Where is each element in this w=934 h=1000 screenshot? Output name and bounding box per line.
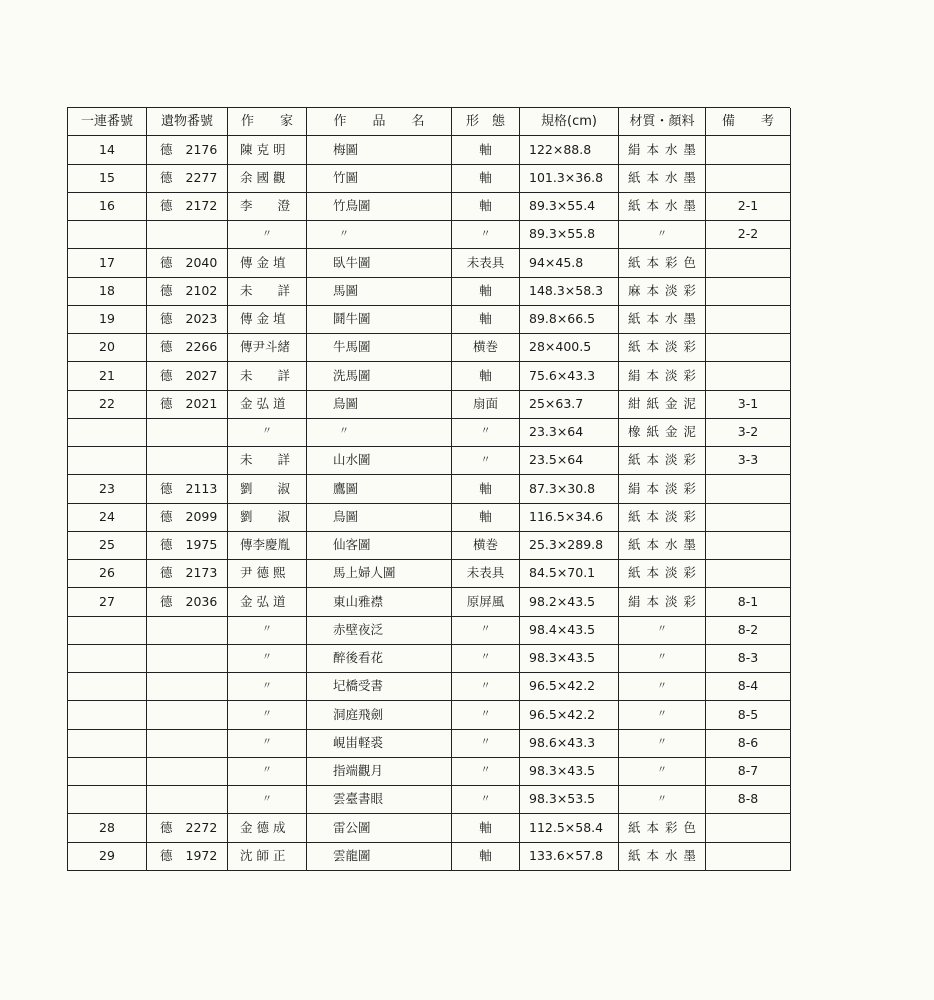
form-cell: 横巻 bbox=[452, 532, 520, 560]
header-artifact-no: 遺物番號 bbox=[147, 108, 228, 136]
artifact-prefix: 德 bbox=[160, 537, 173, 553]
title-cell: 雷公圖 bbox=[307, 814, 452, 842]
artifact-no-cell bbox=[147, 447, 228, 475]
serial-no-cell bbox=[68, 447, 147, 475]
artifact-no-cell bbox=[147, 843, 228, 871]
artist-cell: 金 德 成 bbox=[228, 814, 307, 842]
material-cell: 紙 本 水 墨 bbox=[619, 843, 706, 871]
header-form: 形 態 bbox=[452, 108, 520, 136]
note-cell bbox=[706, 843, 791, 871]
artist-cell: 傳 金 埴 bbox=[228, 249, 307, 277]
artist-cell: 〃 bbox=[228, 645, 307, 673]
note-cell bbox=[706, 362, 791, 390]
form-cell: 〃 bbox=[452, 645, 520, 673]
form-cell: 軸 bbox=[452, 306, 520, 334]
size-cell: 89.8×66.5 bbox=[520, 306, 619, 334]
serial-no-cell bbox=[68, 673, 147, 701]
size-cell: 98.3×43.5 bbox=[520, 758, 619, 786]
artifact-no-cell bbox=[147, 136, 228, 164]
form-cell: 〃 bbox=[452, 786, 520, 814]
artist-cell: 傳尹斗緒 bbox=[228, 334, 307, 362]
header-title: 作 品 名 bbox=[307, 108, 452, 136]
title-cell: 峴峀軽裘 bbox=[307, 730, 452, 758]
artifact-number: 2172 bbox=[185, 198, 218, 214]
header-note: 備 考 bbox=[706, 108, 791, 136]
header-size: 規格(cm) bbox=[520, 108, 619, 136]
material-cell: 〃 bbox=[619, 786, 706, 814]
artifact-no-cell bbox=[147, 560, 228, 588]
artifact-no-cell bbox=[147, 645, 228, 673]
form-cell: 軸 bbox=[452, 278, 520, 306]
artifact-prefix: 德 bbox=[160, 367, 173, 383]
form-cell: 軸 bbox=[452, 504, 520, 532]
title-cell: 梅圖 bbox=[307, 136, 452, 164]
artifact-no-cell bbox=[147, 730, 228, 758]
note-cell bbox=[706, 306, 791, 334]
size-cell: 94×45.8 bbox=[520, 249, 619, 277]
artifact-number: 2113 bbox=[185, 480, 218, 496]
size-cell: 98.3×43.5 bbox=[520, 645, 619, 673]
material-cell: 紙 本 淡 彩 bbox=[619, 560, 706, 588]
artist-cell: 未 詳 bbox=[228, 447, 307, 475]
material-cell: 紙 本 水 墨 bbox=[619, 532, 706, 560]
serial-no-cell: 21 bbox=[68, 362, 147, 390]
artist-cell: 李 澄 bbox=[228, 193, 307, 221]
artifact-no-cell bbox=[147, 504, 228, 532]
serial-no-cell: 25 bbox=[68, 532, 147, 560]
material-cell: 紙 本 水 墨 bbox=[619, 306, 706, 334]
artist-cell: 〃 bbox=[228, 730, 307, 758]
title-cell: 鬪牛圖 bbox=[307, 306, 452, 334]
material-cell: 〃 bbox=[619, 673, 706, 701]
title-cell: 竹鳥圖 bbox=[307, 193, 452, 221]
note-cell bbox=[706, 278, 791, 306]
artifact-number: 1972 bbox=[185, 847, 218, 863]
form-cell: 扇面 bbox=[452, 391, 520, 419]
serial-no-cell bbox=[68, 730, 147, 758]
title-cell: 臥牛圖 bbox=[307, 249, 452, 277]
artifact-prefix: 德 bbox=[160, 480, 173, 496]
artifact-number: 2040 bbox=[185, 254, 218, 270]
title-cell: 指端觀月 bbox=[307, 758, 452, 786]
artist-cell: 〃 bbox=[228, 617, 307, 645]
artist-cell: 〃 bbox=[228, 701, 307, 729]
artifact-no-cell bbox=[147, 588, 228, 616]
size-cell: 101.3×36.8 bbox=[520, 165, 619, 193]
form-cell: 未表具 bbox=[452, 249, 520, 277]
artifact-no-cell bbox=[147, 475, 228, 503]
title-cell: 山水圖 bbox=[307, 447, 452, 475]
artist-cell: 〃 bbox=[228, 673, 307, 701]
artifact-number: 2021 bbox=[185, 395, 218, 411]
artifact-number: 2102 bbox=[185, 282, 218, 298]
artifact-prefix: 德 bbox=[160, 169, 173, 185]
artist-cell: 余 國 觀 bbox=[228, 165, 307, 193]
form-cell: 軸 bbox=[452, 814, 520, 842]
artifact-prefix: 德 bbox=[160, 847, 173, 863]
note-cell bbox=[706, 136, 791, 164]
artifact-prefix: 德 bbox=[160, 282, 173, 298]
material-cell: 絹 本 淡 彩 bbox=[619, 362, 706, 390]
size-cell: 87.3×30.8 bbox=[520, 475, 619, 503]
artifact-prefix: 德 bbox=[160, 141, 173, 157]
note-cell: 8-5 bbox=[706, 701, 791, 729]
form-cell: 軸 bbox=[452, 165, 520, 193]
size-cell: 25.3×289.8 bbox=[520, 532, 619, 560]
title-cell: 〃 bbox=[307, 419, 452, 447]
serial-no-cell: 28 bbox=[68, 814, 147, 842]
artifact-no-cell bbox=[147, 814, 228, 842]
title-cell: 馬上婦人圖 bbox=[307, 560, 452, 588]
serial-no-cell: 29 bbox=[68, 843, 147, 871]
artist-cell: 〃 bbox=[228, 758, 307, 786]
title-cell: 仙客圖 bbox=[307, 532, 452, 560]
material-cell: 絹 本 水 墨 bbox=[619, 136, 706, 164]
size-cell: 133.6×57.8 bbox=[520, 843, 619, 871]
note-cell bbox=[706, 532, 791, 560]
note-cell: 3-2 bbox=[706, 419, 791, 447]
form-cell: 〃 bbox=[452, 673, 520, 701]
serial-no-cell: 14 bbox=[68, 136, 147, 164]
note-cell: 8-2 bbox=[706, 617, 791, 645]
title-cell: 竹圖 bbox=[307, 165, 452, 193]
size-cell: 148.3×58.3 bbox=[520, 278, 619, 306]
artifact-no-cell bbox=[147, 362, 228, 390]
serial-no-cell bbox=[68, 786, 147, 814]
title-cell: 馬圖 bbox=[307, 278, 452, 306]
title-cell: 鳥圖 bbox=[307, 504, 452, 532]
material-cell: 紙 本 淡 彩 bbox=[619, 447, 706, 475]
material-cell: 絹 本 淡 彩 bbox=[619, 475, 706, 503]
material-cell: 紙 本 水 墨 bbox=[619, 193, 706, 221]
artifact-no-cell bbox=[147, 617, 228, 645]
note-cell bbox=[706, 475, 791, 503]
serial-no-cell: 23 bbox=[68, 475, 147, 503]
title-cell: 鷹圖 bbox=[307, 475, 452, 503]
artifact-prefix: 德 bbox=[160, 508, 173, 524]
serial-no-cell: 16 bbox=[68, 193, 147, 221]
artist-cell: 〃 bbox=[228, 419, 307, 447]
material-cell: 紙 本 水 墨 bbox=[619, 165, 706, 193]
artist-cell: 沈 師 正 bbox=[228, 843, 307, 871]
artist-cell: 〃 bbox=[228, 786, 307, 814]
material-cell: 〃 bbox=[619, 701, 706, 729]
size-cell: 122×88.8 bbox=[520, 136, 619, 164]
artifact-prefix: 德 bbox=[160, 311, 173, 327]
note-cell: 2-1 bbox=[706, 193, 791, 221]
artifact-prefix: 德 bbox=[160, 565, 173, 581]
material-cell: 〃 bbox=[619, 730, 706, 758]
note-cell: 8-8 bbox=[706, 786, 791, 814]
title-cell: 鳥圖 bbox=[307, 391, 452, 419]
note-cell bbox=[706, 504, 791, 532]
artifact-number: 2266 bbox=[185, 339, 218, 355]
title-cell: 雲龍圖 bbox=[307, 843, 452, 871]
size-cell: 98.2×43.5 bbox=[520, 588, 619, 616]
artifact-no-cell bbox=[147, 334, 228, 362]
serial-no-cell: 15 bbox=[68, 165, 147, 193]
form-cell: 〃 bbox=[452, 758, 520, 786]
form-cell: 未表具 bbox=[452, 560, 520, 588]
title-cell: 雲臺書眼 bbox=[307, 786, 452, 814]
material-cell: 〃 bbox=[619, 758, 706, 786]
size-cell: 89.3×55.8 bbox=[520, 221, 619, 249]
title-cell: 洗馬圖 bbox=[307, 362, 452, 390]
artist-cell: 傳 金 埴 bbox=[228, 306, 307, 334]
material-cell: 〃 bbox=[619, 221, 706, 249]
serial-no-cell bbox=[68, 701, 147, 729]
size-cell: 89.3×55.4 bbox=[520, 193, 619, 221]
note-cell bbox=[706, 814, 791, 842]
note-cell: 8-1 bbox=[706, 588, 791, 616]
artifact-prefix: 德 bbox=[160, 819, 173, 835]
title-cell: 洞庭飛劍 bbox=[307, 701, 452, 729]
form-cell: 〃 bbox=[452, 447, 520, 475]
artist-cell: 〃 bbox=[228, 221, 307, 249]
artifact-prefix: 德 bbox=[160, 254, 173, 270]
size-cell: 23.3×64 bbox=[520, 419, 619, 447]
note-cell bbox=[706, 249, 791, 277]
serial-no-cell: 19 bbox=[68, 306, 147, 334]
artifact-number: 2176 bbox=[185, 141, 218, 157]
artist-cell: 劉 淑 bbox=[228, 504, 307, 532]
artist-cell: 劉 淑 bbox=[228, 475, 307, 503]
serial-no-cell: 24 bbox=[68, 504, 147, 532]
title-cell: 赤壁夜泛 bbox=[307, 617, 452, 645]
form-cell: 軸 bbox=[452, 362, 520, 390]
form-cell: 〃 bbox=[452, 617, 520, 645]
title-cell: 東山雅襟 bbox=[307, 588, 452, 616]
artist-cell: 尹 德 熙 bbox=[228, 560, 307, 588]
artifact-number: 2272 bbox=[185, 819, 218, 835]
form-cell: 〃 bbox=[452, 419, 520, 447]
catalog-table bbox=[67, 107, 790, 871]
size-cell: 96.5×42.2 bbox=[520, 701, 619, 729]
size-cell: 98.4×43.5 bbox=[520, 617, 619, 645]
serial-no-cell: 26 bbox=[68, 560, 147, 588]
material-cell: 〃 bbox=[619, 645, 706, 673]
serial-no-cell: 27 bbox=[68, 588, 147, 616]
artist-cell: 傳李慶胤 bbox=[228, 532, 307, 560]
title-cell: 〃 bbox=[307, 221, 452, 249]
material-cell: 絹 本 淡 彩 bbox=[619, 588, 706, 616]
header-serial-no: 一連番號 bbox=[68, 108, 147, 136]
artifact-no-cell bbox=[147, 532, 228, 560]
note-cell bbox=[706, 560, 791, 588]
artifact-no-cell bbox=[147, 419, 228, 447]
form-cell: 軸 bbox=[452, 193, 520, 221]
form-cell: 軸 bbox=[452, 843, 520, 871]
size-cell: 23.5×64 bbox=[520, 447, 619, 475]
artifact-no-cell bbox=[147, 221, 228, 249]
artifact-prefix: 德 bbox=[160, 593, 173, 609]
artifact-no-cell bbox=[147, 165, 228, 193]
material-cell: 麻 本 淡 彩 bbox=[619, 278, 706, 306]
artifact-no-cell bbox=[147, 786, 228, 814]
artifact-no-cell bbox=[147, 278, 228, 306]
size-cell: 116.5×34.6 bbox=[520, 504, 619, 532]
note-cell: 8-7 bbox=[706, 758, 791, 786]
serial-no-cell bbox=[68, 645, 147, 673]
form-cell: 〃 bbox=[452, 221, 520, 249]
size-cell: 98.3×53.5 bbox=[520, 786, 619, 814]
material-cell: 紙 本 彩 色 bbox=[619, 814, 706, 842]
artifact-no-cell bbox=[147, 391, 228, 419]
artifact-number: 2036 bbox=[185, 593, 218, 609]
artist-cell: 未 詳 bbox=[228, 362, 307, 390]
form-cell: 原屏風 bbox=[452, 588, 520, 616]
size-cell: 75.6×43.3 bbox=[520, 362, 619, 390]
serial-no-cell bbox=[68, 758, 147, 786]
material-cell: 紙 本 彩 色 bbox=[619, 249, 706, 277]
serial-no-cell bbox=[68, 419, 147, 447]
header-material: 材質・顏料 bbox=[619, 108, 706, 136]
serial-no-cell bbox=[68, 221, 147, 249]
material-cell: 橡 紙 金 泥 bbox=[619, 419, 706, 447]
note-cell: 8-3 bbox=[706, 645, 791, 673]
artist-cell: 金 弘 道 bbox=[228, 588, 307, 616]
artifact-number: 2277 bbox=[185, 169, 218, 185]
serial-no-cell bbox=[68, 617, 147, 645]
form-cell: 〃 bbox=[452, 730, 520, 758]
header-artist: 作 家 bbox=[228, 108, 307, 136]
size-cell: 96.5×42.2 bbox=[520, 673, 619, 701]
note-cell: 3-3 bbox=[706, 447, 791, 475]
artifact-number: 2023 bbox=[185, 311, 218, 327]
size-cell: 112.5×58.4 bbox=[520, 814, 619, 842]
note-cell: 8-4 bbox=[706, 673, 791, 701]
material-cell: 紺 紙 金 泥 bbox=[619, 391, 706, 419]
note-cell: 3-1 bbox=[706, 391, 791, 419]
artifact-no-cell bbox=[147, 249, 228, 277]
size-cell: 25×63.7 bbox=[520, 391, 619, 419]
serial-no-cell: 18 bbox=[68, 278, 147, 306]
artist-cell: 陳 克 明 bbox=[228, 136, 307, 164]
form-cell: 軸 bbox=[452, 475, 520, 503]
title-cell: 圮橋受書 bbox=[307, 673, 452, 701]
artifact-prefix: 德 bbox=[160, 198, 173, 214]
serial-no-cell: 22 bbox=[68, 391, 147, 419]
material-cell: 〃 bbox=[619, 617, 706, 645]
note-cell bbox=[706, 334, 791, 362]
note-cell: 2-2 bbox=[706, 221, 791, 249]
artist-cell: 未 詳 bbox=[228, 278, 307, 306]
note-cell: 8-6 bbox=[706, 730, 791, 758]
artifact-prefix: 德 bbox=[160, 339, 173, 355]
artifact-no-cell bbox=[147, 701, 228, 729]
form-cell: 〃 bbox=[452, 701, 520, 729]
size-cell: 84.5×70.1 bbox=[520, 560, 619, 588]
artifact-number: 2099 bbox=[185, 508, 218, 524]
note-cell bbox=[706, 165, 791, 193]
artifact-number: 1975 bbox=[185, 537, 218, 553]
artifact-no-cell bbox=[147, 193, 228, 221]
form-cell: 横巻 bbox=[452, 334, 520, 362]
artifact-no-cell bbox=[147, 673, 228, 701]
artifact-no-cell bbox=[147, 306, 228, 334]
material-cell: 紙 本 淡 彩 bbox=[619, 334, 706, 362]
serial-no-cell: 17 bbox=[68, 249, 147, 277]
artifact-prefix: 德 bbox=[160, 395, 173, 411]
artifact-no-cell bbox=[147, 758, 228, 786]
title-cell: 醉後看花 bbox=[307, 645, 452, 673]
artifact-number: 2173 bbox=[185, 565, 218, 581]
artist-cell: 金 弘 道 bbox=[228, 391, 307, 419]
form-cell: 軸 bbox=[452, 136, 520, 164]
size-cell: 28×400.5 bbox=[520, 334, 619, 362]
material-cell: 紙 本 淡 彩 bbox=[619, 504, 706, 532]
artifact-number: 2027 bbox=[185, 367, 218, 383]
size-cell: 98.6×43.3 bbox=[520, 730, 619, 758]
serial-no-cell: 20 bbox=[68, 334, 147, 362]
title-cell: 牛馬圖 bbox=[307, 334, 452, 362]
